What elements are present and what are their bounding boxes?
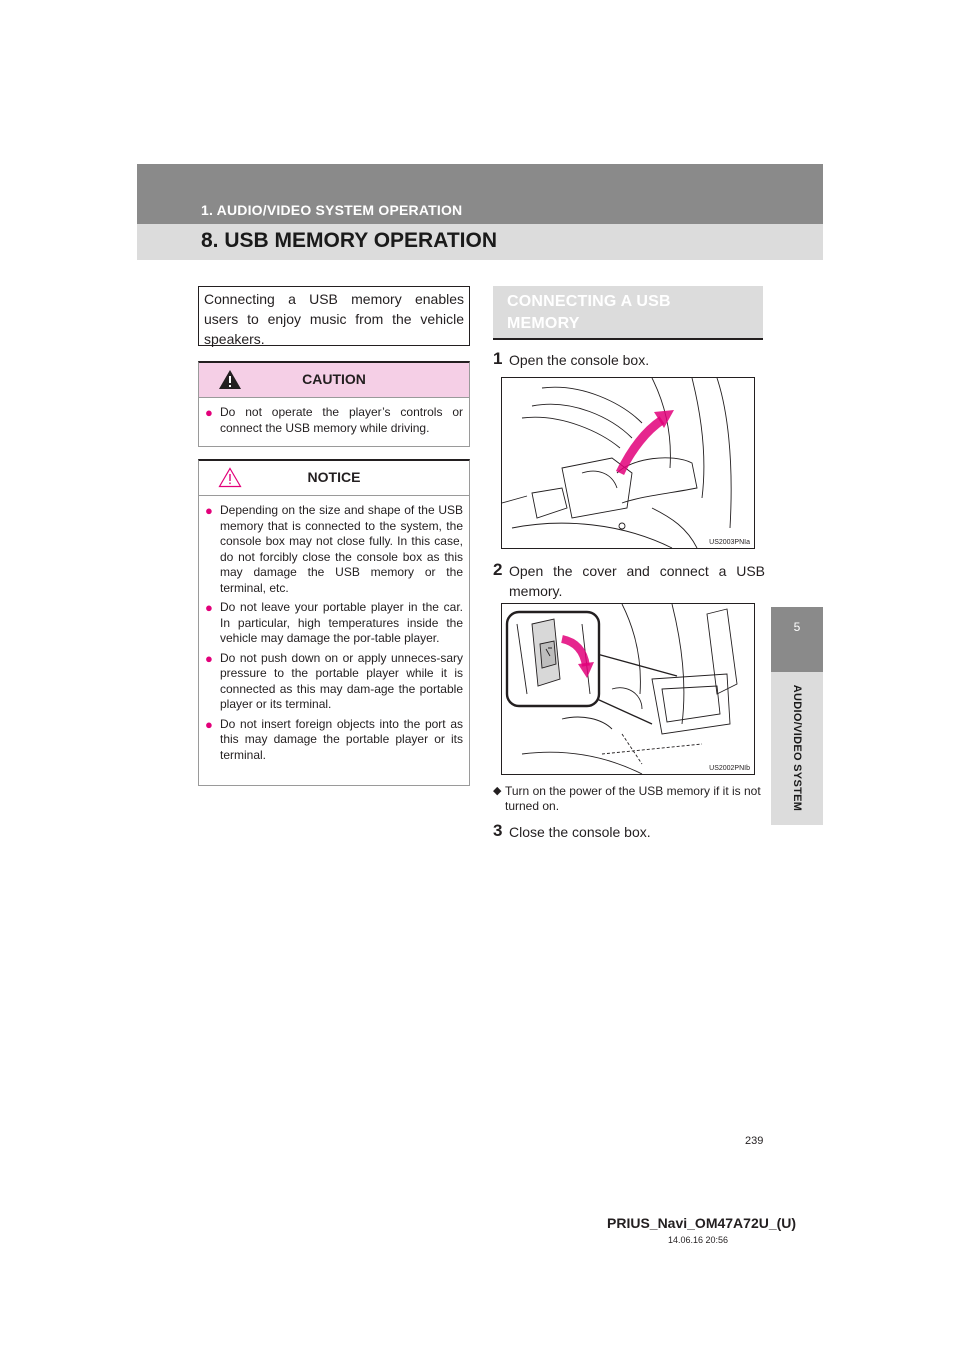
notice-header (199, 461, 469, 495)
chapter-number: 5 (793, 620, 801, 634)
document-date: 14.06.16 20:56 (668, 1235, 729, 1245)
bullet-icon: ● (205, 600, 213, 615)
subsection-title: CONNECTING A USB MEMORY (507, 293, 671, 332)
notice-box (198, 459, 470, 786)
caution-item-text: Do not operate the player’s controls or connect the USB memory while driving. (220, 405, 463, 435)
notice-item (205, 717, 463, 764)
document-id: PRIUS_Navi_OM47A72U_(U) (607, 1215, 797, 1231)
notice-item-text: Depending on the size and shape of the USB memory that is connected to the system, the console box may not close fully. In this case, do not forcibly close the console box as this may damage the USB memory or the terminal, etc. (220, 503, 463, 595)
notice-item-text: Do not push down on or apply unneces-sary pressure to the portable player while it is connected as this may dam-age the portable player or its terminal. (220, 650, 463, 711)
usb-port-illustration (502, 604, 754, 774)
step-text: Open the console box. (509, 352, 650, 368)
subsection-header (493, 286, 763, 340)
notice-item-text: Do not insert foreign objects into the port as this may damage the portable player or its terminal. (220, 716, 463, 762)
figure-open-console (501, 377, 755, 549)
intro-box (198, 286, 470, 346)
caution-header (199, 363, 469, 397)
step-text: Close the console box. (509, 824, 651, 840)
notice-item (205, 651, 463, 713)
caution-heading: CAUTION (302, 371, 366, 387)
step-number: 3 (493, 821, 503, 840)
step-1 (493, 350, 765, 370)
diamond-bullet-icon: ◆ (493, 785, 502, 797)
step-2-note (493, 784, 765, 814)
caution-body (199, 397, 469, 446)
bullet-icon: ● (205, 503, 213, 518)
bullet-icon: ● (205, 405, 213, 420)
notice-item-text: Do not leave your portable player in the car. In particular, high temperatures inside the vehicle may damage the por-table player. (220, 600, 463, 645)
notice-body (199, 495, 469, 773)
notice-item (205, 600, 463, 647)
step-number: 1 (493, 349, 503, 368)
console-box-illustration (502, 378, 754, 548)
bullet-icon: ● (205, 716, 213, 732)
intro-text: Connecting a USB memory enables users to enjoy music from the vehicle speakers. (204, 291, 464, 347)
step-2-note-text: Turn on the power of the USB memory if it is not turned on. (505, 784, 761, 813)
section-heading: 1. AUDIO/VIDEO SYSTEM OPERATION (201, 202, 463, 218)
figure-code: US2003PNIa (709, 539, 750, 546)
step-3 (493, 822, 765, 842)
caution-item (205, 405, 463, 436)
step-number: 2 (493, 560, 503, 579)
page-number: 239 (745, 1135, 764, 1147)
chapter-label: AUDIO/VIDEO SYSTEM (791, 684, 803, 812)
notice-heading: NOTICE (307, 469, 361, 485)
step-2 (493, 561, 765, 601)
open-arrow-icon (620, 420, 662, 473)
chapter-tab (771, 607, 823, 672)
figure-code: US2002PNIb (709, 765, 750, 772)
page-title: 8. USB MEMORY OPERATION (201, 229, 497, 252)
bullet-icon: ● (205, 650, 213, 666)
caution-box (198, 361, 470, 447)
notice-item (205, 503, 463, 596)
figure-connect-usb (501, 603, 755, 775)
step-text: Open the cover and connect a USB memory. (509, 563, 765, 599)
